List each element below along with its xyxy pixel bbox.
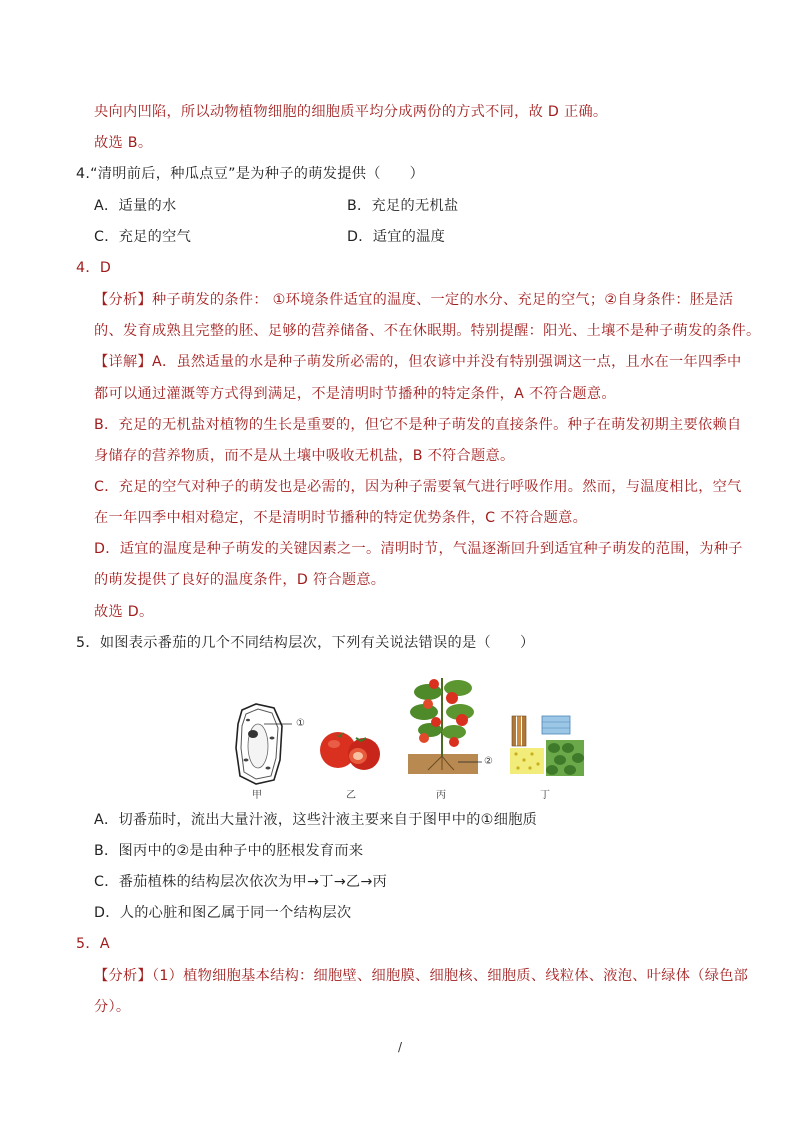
answer-4: 4．D <box>76 260 112 276</box>
caption-ding: 丁 <box>540 790 550 801</box>
marker-2: ② <box>484 756 493 767</box>
detail-line: D．适宜的温度是种子萌发的关键因素之一。清明时节，气温逐渐回升到适宜种子萌发的范围，为种子 <box>94 541 743 557</box>
caption-jia: 甲 <box>252 790 262 801</box>
q5-option-a: A．切番茄时，流出大量汁液，这些汁液主要来自于图甲中的①细胞质 <box>94 812 538 828</box>
question-5-stem: 5．如图表示番茄的几个不同结构层次，下列有关说法错误的是（ ） <box>76 635 535 651</box>
analysis-line: 分）。 <box>94 999 131 1015</box>
option-d: D．适宜的温度 <box>347 229 446 245</box>
analysis-line: 的、发育成熟且完整的胚、足够的营养储备、不在休眠期。特别提醒：阳光、土壤不是种子萌发的条件。 <box>94 323 761 339</box>
text-line: 央向内凹陷，所以动物植物细胞的细胞质平均分成两份的方式不同，故 D 正确。 <box>94 104 608 120</box>
option-b: B．充足的无机盐 <box>347 198 459 214</box>
q5-option-c: C．番茄植株的结构层次依次为甲→丁→乙→丙 <box>94 874 388 890</box>
tomato-structure-figure <box>228 668 598 802</box>
q5-option-b: B．图丙中的②是由种子中的胚根发育而来 <box>94 843 364 859</box>
detail-line: 在一年四季中相对稳定，不是清明时节播种的特定优势条件，C 不符合题意。 <box>94 510 588 526</box>
text-line: 故选 B。 <box>94 135 153 151</box>
caption-bing: 丙 <box>436 790 446 801</box>
marker-1: ① <box>296 718 305 729</box>
analysis-line: 【分析】（1）植物细胞基本结构：细胞壁、细胞膜、细胞核、细胞质、线粒体、液泡、叶绿体（绿色部 <box>94 968 749 984</box>
q5-option-d: D．人的心脏和图乙属于同一个结构层次 <box>94 905 352 921</box>
detail-line: 的萌发提供了良好的温度条件，D 符合题意。 <box>94 572 386 588</box>
figure-illustration <box>228 668 598 802</box>
answer-5: 5．A <box>76 936 110 952</box>
detail-line: 故选 D。 <box>94 604 154 620</box>
detail-line: C．充足的空气对种子的萌发也是必需的，因为种子需要氧气进行呼吸作用。然而，与温度相比，空气 <box>94 479 742 495</box>
tomato-plant-drawing <box>408 678 482 774</box>
option-c: C．充足的空气 <box>94 229 192 245</box>
detail-line: 都可以通过灌溉等方式得到满足，不是清明时节播种的特定条件，A 不符合题意。 <box>94 386 616 402</box>
plant-cell-drawing <box>236 704 292 784</box>
detail-line: 【详解】A．虽然适量的水是种子萌发所必需的，但农谚中并没有特别强调这一点，且水在一年四季中 <box>94 354 742 370</box>
detail-line: B．充足的无机盐对植物的生长是重要的，但它不是种子萌发的直接条件。种子在萌发初期主要依赖自 <box>94 417 742 433</box>
detail-line: 身储存的营养物质，而不是从土壤中吸收无机盐，B 不符合题意。 <box>94 448 515 464</box>
analysis-line: 【分析】种子萌发的条件： ①环境条件适宜的温度、一定的水分、充足的空气；②自身条件：胚是活 <box>94 292 734 308</box>
option-a: A．适量的水 <box>94 198 177 214</box>
page-footer: / <box>398 1040 403 1054</box>
tomato-fruit-drawing <box>320 732 380 770</box>
caption-yi: 乙 <box>346 790 356 801</box>
question-4-stem: 4.“清明前后，种瓜点豆”是为种子的萌发提供（ ） <box>76 166 425 182</box>
tissue-drawing <box>510 716 584 776</box>
